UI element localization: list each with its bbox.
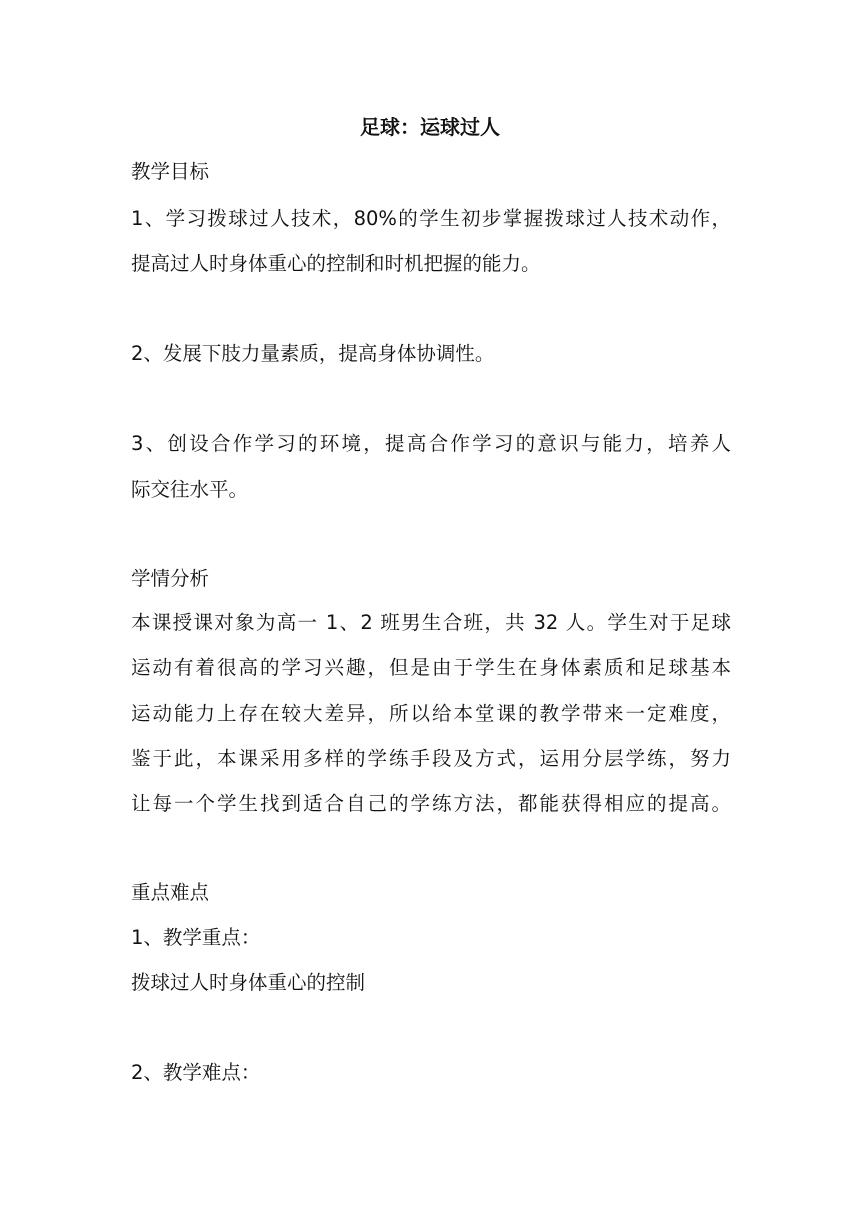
document-title: 足球：运球过人 <box>360 115 500 139</box>
key-point-label: 1、教学重点： <box>131 926 261 949</box>
analysis-line-5: 让每一个学生找到适合自己的学练方法，都能获得相应的提高。 <box>131 792 731 815</box>
objective-3-line-2: 际交往水平。 <box>131 478 249 501</box>
analysis-line-2: 运动有着很高的学习兴趣，但是由于学生在身体素质和足球基本 <box>131 656 731 679</box>
objective-1-line-1: 1、学习拨球过人技术，80%的学生初步掌握拨球过人技术动作， <box>131 207 731 230</box>
objective-3-line-1: 3、创设合作学习的环境，提高合作学习的意识与能力，培养人 <box>131 432 731 455</box>
objective-2-line-1: 2、发展下肢力量素质，提高身体协调性。 <box>131 342 495 365</box>
objective-1-line-2: 提高过人时身体重心的控制和时机把握的能力。 <box>131 252 541 275</box>
objectives-heading: 教学目标 <box>131 160 210 183</box>
analysis-heading: 学情分析 <box>131 567 210 590</box>
analysis-line-4: 鉴于此，本课采用多样的学练手段及方式，运用分层学练，努力 <box>131 747 731 770</box>
analysis-line-1: 本课授课对象为高一 1、2 班男生合班，共 32 人。学生对于足球 <box>131 611 731 634</box>
key-point-text: 拨球过人时身体重心的控制 <box>131 971 366 994</box>
difficulty-label: 2、教学难点： <box>131 1061 261 1084</box>
analysis-line-3: 运动能力上存在较大差异，所以给本堂课的教学带来一定难度， <box>131 702 731 725</box>
key-points-heading: 重点难点 <box>131 881 210 904</box>
